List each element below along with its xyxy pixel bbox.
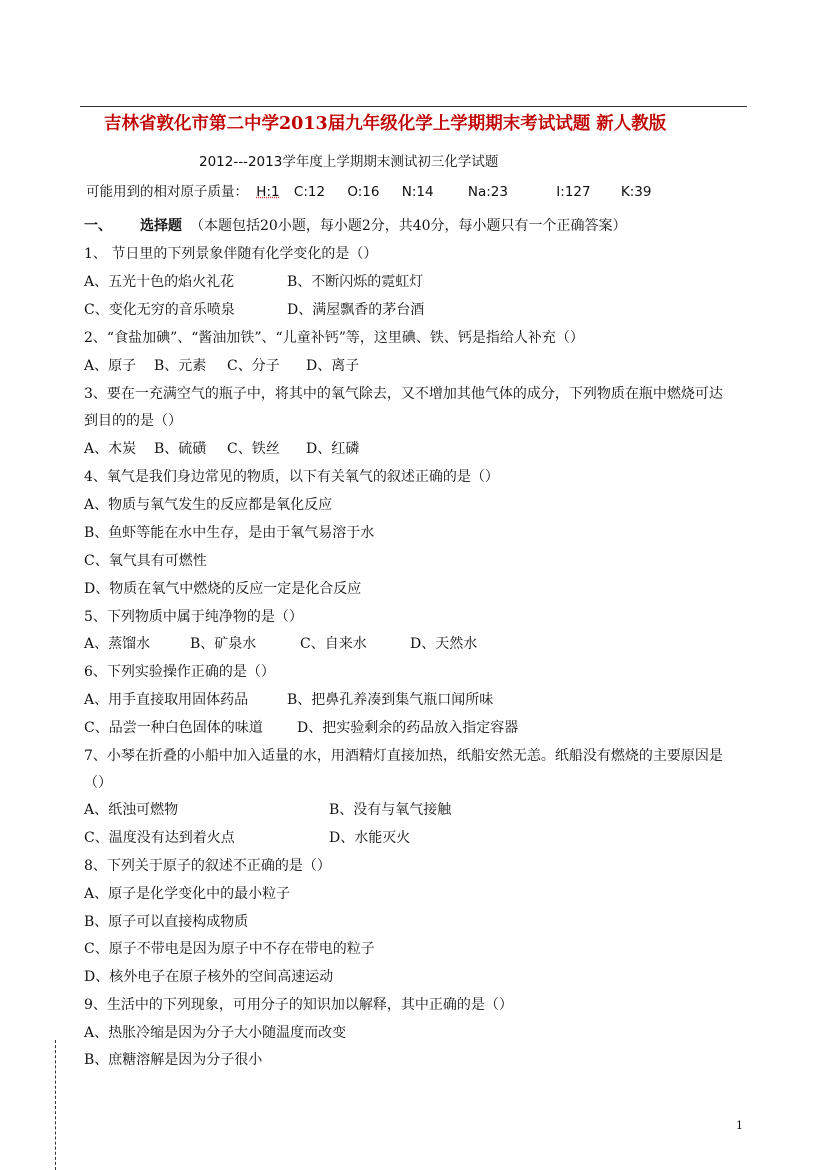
question-4-option-b: B、鱼虾等能在水中生存，是由于氧气易溶于水 bbox=[84, 525, 375, 541]
section-number: 一、 bbox=[84, 218, 112, 234]
top-rule bbox=[80, 106, 747, 107]
question-5-stem: 5、下列物质中属于纯净物的是（） bbox=[84, 609, 303, 625]
mass-na: Na:23 bbox=[467, 184, 508, 200]
mass-c: C:12 bbox=[293, 184, 326, 200]
option-a: A、蒸馏水 bbox=[84, 636, 151, 652]
question-4-option-c: C、氧气具有可燃性 bbox=[84, 553, 207, 569]
question-7-options-row-1 bbox=[84, 801, 451, 819]
option-b: B、元素 bbox=[154, 358, 207, 374]
section-name: 选择题 bbox=[140, 218, 182, 234]
question-4-option-a: A、物质与氧气发生的反应都是氧化反应 bbox=[84, 497, 333, 513]
option-d: D、离子 bbox=[306, 358, 360, 374]
atomic-masses-label: 可能用到的相对原子质量： bbox=[86, 184, 248, 200]
atomic-masses-line bbox=[86, 180, 652, 200]
option-b: B、把鼻孔养凑到集气瓶口闻所味 bbox=[287, 692, 494, 708]
question-7-stem-cont: （） bbox=[84, 775, 112, 791]
document-title: 吉林省敦化市第二中学2013届九年级化学上学期期末考试试题 新人教版 bbox=[104, 114, 667, 134]
question-6-stem: 6、下列实验操作正确的是（） bbox=[84, 664, 275, 680]
mass-k: K:39 bbox=[620, 184, 652, 200]
option-c: C、自来水 bbox=[300, 636, 367, 652]
question-3-stem-cont: 到目的的是（） bbox=[84, 413, 182, 429]
question-3-options bbox=[84, 440, 359, 458]
option-b: B、没有与氧气接触 bbox=[329, 802, 452, 818]
mass-n: N:14 bbox=[401, 184, 434, 200]
option-c: C、变化无穷的音乐喷泉 bbox=[84, 302, 235, 318]
question-8-option-a: A、原子是化学变化中的最小粒子 bbox=[84, 886, 291, 902]
mass-i: I:127 bbox=[556, 184, 591, 200]
page-number: 1 bbox=[736, 1119, 743, 1132]
question-8-stem: 8、下列关于原子的叙述不正确的是（） bbox=[84, 858, 331, 874]
option-b: B、矿泉水 bbox=[190, 636, 257, 652]
option-a: A、用手直接取用固体药品 bbox=[84, 692, 249, 708]
question-5-options bbox=[84, 635, 477, 653]
option-c: C、品尝一种白色固体的味道 bbox=[84, 720, 263, 736]
question-7-options-row-2 bbox=[84, 829, 410, 847]
mass-o: O:16 bbox=[347, 184, 380, 200]
question-2-stem: 2、“食盐加碘”、“酱油加铁”、“儿童补钙”等，这里碘、铁、钙是指给人补充（） bbox=[84, 330, 584, 346]
option-d: D、水能灭火 bbox=[329, 830, 411, 846]
question-9-stem: 9、生活中的下列现象，可用分子的知识加以解释，其中正确的是（） bbox=[84, 997, 513, 1013]
option-a: A、五光十色的焰火礼花 bbox=[84, 274, 235, 290]
question-1-options-row-2 bbox=[84, 301, 424, 319]
option-d: D、把实验剩余的药品放入指定容器 bbox=[297, 720, 519, 736]
question-4-stem: 4、氧气是我们身边常见的物质，以下有关氧气的叙述正确的是（） bbox=[84, 469, 499, 485]
option-a: A、原子 bbox=[84, 358, 137, 374]
option-d: D、满屋飘香的茅台酒 bbox=[287, 302, 425, 318]
option-c: C、分子 bbox=[227, 358, 280, 374]
option-d: D、天然水 bbox=[410, 636, 478, 652]
option-c: C、铁丝 bbox=[227, 441, 280, 457]
question-9-option-b: B、庶糖溶解是因为分子很小 bbox=[84, 1052, 263, 1068]
exam-subtitle: 2012---2013学年度上学期期末测试初三化学试题 bbox=[199, 154, 499, 170]
option-d: D、红磷 bbox=[306, 441, 360, 457]
question-1-stem: 1、 节日里的下列景象伴随有化学变化的是（） bbox=[84, 246, 378, 262]
section-heading bbox=[84, 217, 627, 235]
question-2-options bbox=[84, 357, 359, 375]
question-6-options-row-1 bbox=[84, 691, 493, 709]
question-9-option-a: A、热胀冷缩是因为分子大小随温度而改变 bbox=[84, 1025, 347, 1041]
option-a: A、纸浊可燃物 bbox=[84, 802, 179, 818]
option-b: B、硫磺 bbox=[154, 441, 207, 457]
question-8-option-d: D、核外电子在原子核外的空间高速运动 bbox=[84, 969, 334, 985]
question-1-options-row-1 bbox=[84, 273, 423, 291]
question-4-option-d: D、物质在氧气中燃烧的反应一定是化合反应 bbox=[84, 581, 362, 597]
option-c: C、温度没有达到着火点 bbox=[84, 830, 235, 846]
option-a: A、木炭 bbox=[84, 441, 137, 457]
section-note: （本题包括20小题，每小题2分，共40分，每小题只有一个正确答案） bbox=[190, 218, 627, 234]
question-6-options-row-2 bbox=[84, 719, 518, 737]
option-b: B、不断闪烁的霓虹灯 bbox=[287, 274, 424, 290]
question-3-stem: 3、要在一充满空气的瓶子中，将其中的氧气除去，又不增加其他气体的成分，下列物质在瓶中燃烧可达 bbox=[84, 386, 723, 402]
binding-margin-dashed-line bbox=[55, 1040, 56, 1170]
mass-h: H:1 bbox=[256, 184, 280, 200]
question-8-option-c: C、原子不带电是因为原子中不存在带电的粒子 bbox=[84, 941, 375, 957]
question-7-stem: 7、小琴在折叠的小船中加入适量的水，用酒精灯直接加热，纸船安然无恙。纸船没有燃烧的主要原因是 bbox=[84, 748, 723, 764]
question-8-option-b: B、原子可以直接构成物质 bbox=[84, 914, 249, 930]
